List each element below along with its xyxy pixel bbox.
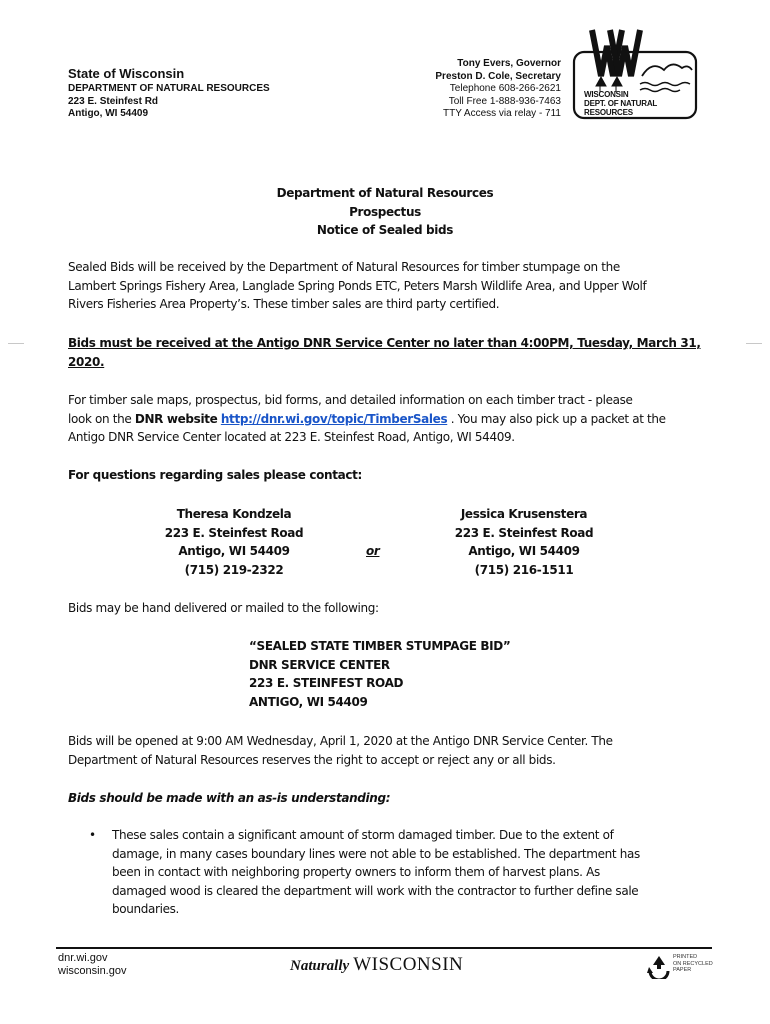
contact-1-street: 223 E. Steinfest Road bbox=[164, 525, 304, 540]
recycled-paper-badge bbox=[646, 953, 716, 979]
contacts-or: or bbox=[366, 544, 380, 558]
letterhead-left bbox=[68, 66, 270, 121]
info-line-2-prefix: look on the bbox=[68, 411, 135, 426]
logo-text-line-2: DEPT. OF NATURAL RESOURCES bbox=[584, 99, 657, 117]
naturally-wisconsin-logo bbox=[290, 954, 463, 976]
asis-bullet bbox=[112, 826, 640, 919]
recycled-text bbox=[673, 954, 713, 974]
contact-card-2 bbox=[424, 505, 624, 579]
contact-2-city: Antigo, WI 54409 bbox=[468, 544, 580, 558]
bullet-line-2: damage, in many cases boundary lines were not able to be established. The department has bbox=[112, 846, 640, 861]
contact-1-phone: (715) 219-2322 bbox=[184, 562, 284, 577]
contact-2-name: Jessica Krusenstera bbox=[460, 507, 588, 521]
governor: Tony Evers, Governor bbox=[457, 58, 561, 69]
department-name: DEPARTMENT OF NATURAL RESOURCES bbox=[68, 83, 270, 94]
timber-sales-link[interactable]: http://dnr.wi.gov/topic/TimberSales bbox=[220, 411, 448, 426]
right-margin-mark bbox=[746, 343, 762, 344]
title-line-2: Prospectus bbox=[349, 204, 421, 219]
intro-line-2: Lambert Springs Fishery Area, Langlade Spring Ponds ETC, Peters Marsh Wildlife Area, and Upper Wolf bbox=[68, 278, 647, 293]
recycled-line-1: PRINTED bbox=[673, 954, 698, 960]
tty: TTY Access via relay - 711 bbox=[442, 108, 561, 119]
intro-paragraph bbox=[68, 258, 646, 314]
left-margin-mark bbox=[8, 343, 24, 344]
document-title bbox=[0, 184, 770, 240]
asis-heading: Bids should be made with an as-is understanding: bbox=[68, 791, 391, 805]
info-paragraph bbox=[68, 391, 666, 447]
address-line-1: 223 E. Steinfest Rd bbox=[68, 95, 159, 107]
mailing-line-2: DNR SERVICE CENTER bbox=[249, 657, 390, 672]
state-name: State of Wisconsin bbox=[68, 66, 185, 81]
logo-text bbox=[584, 90, 700, 117]
contact-1-city: Antigo, WI 54409 bbox=[178, 544, 290, 558]
footer-site-dnr: dnr.wi.gov bbox=[58, 952, 108, 964]
intro-line-1: Sealed Bids will be received by the Department of Natural Resources for timber stumpage on the bbox=[68, 260, 620, 274]
letterhead-right bbox=[435, 58, 561, 121]
telephone: Telephone 608-266-2621 bbox=[449, 83, 561, 94]
mailing-line-1: “SEALED STATE TIMBER STUMPAGE BID” bbox=[249, 639, 511, 653]
opening-paragraph bbox=[68, 732, 613, 769]
contact-2-street: 223 E. Steinfest Road bbox=[454, 525, 594, 540]
secretary: Preston D. Cole, Secretary bbox=[435, 70, 561, 82]
mailing-line-4: ANTIGO, WI 54409 bbox=[249, 694, 368, 709]
deadline-line-1: Bids must be received at the Antigo DNR Service Center no later than 4:00PM, Tuesday, March 31, bbox=[68, 336, 701, 350]
footer-rule bbox=[56, 947, 712, 949]
mailing-line-3: 223 E. STEINFEST ROAD bbox=[249, 676, 404, 690]
bullet-line-5: boundaries. bbox=[112, 902, 180, 916]
mailing-address bbox=[249, 637, 510, 711]
bullet-line-1: These sales contain a significant amount of storm damaged timber. Due to the extent of bbox=[112, 828, 614, 842]
opening-line-2: Department of Natural Resources reserves the right to accept or reject any or all bids. bbox=[68, 752, 556, 767]
deadline-paragraph bbox=[68, 334, 701, 371]
toll-free: Toll Free 1-888-936-7463 bbox=[448, 95, 561, 107]
bullet-dot: • bbox=[89, 828, 96, 842]
logo-text-line-1: WISCONSIN bbox=[584, 90, 629, 99]
slogan-naturally: Naturally bbox=[290, 958, 350, 974]
deadline-line-2: 2020. bbox=[68, 354, 105, 369]
footer-site-wisconsin: wisconsin.gov bbox=[58, 965, 127, 977]
bullet-line-4: damaged wood is cleared the department will work with the contractor to further define sale bbox=[112, 883, 639, 898]
info-line-2-suffix: . You may also pick up a packet at the bbox=[447, 411, 666, 426]
contact-card-1 bbox=[134, 505, 334, 579]
footer-sites bbox=[58, 952, 126, 978]
recycle-icon bbox=[646, 953, 672, 979]
recycled-line-3: PAPER bbox=[673, 967, 692, 973]
mailing-intro: Bids may be hand delivered or mailed to the following: bbox=[68, 601, 379, 615]
title-line-1: Department of Natural Resources bbox=[276, 186, 494, 200]
info-line-3: Antigo DNR Service Center located at 223 E. Steinfest Road, Antigo, WI 54409. bbox=[68, 430, 515, 444]
contacts-heading: For questions regarding sales please contact: bbox=[68, 468, 362, 482]
info-line-2 bbox=[68, 410, 666, 429]
intro-line-3: Rivers Fisheries Area Property’s. These timber sales are third party certified. bbox=[68, 297, 500, 311]
contact-1-name: Theresa Kondzela bbox=[176, 507, 292, 521]
opening-line-1: Bids will be opened at 9:00 AM Wednesday, April 1, 2020 at the Antigo DNR Service Center. The bbox=[68, 734, 613, 748]
info-line-1: For timber sale maps, prospectus, bid forms, and detailed information on each timber tract - please bbox=[68, 393, 633, 407]
slogan-wisconsin: WISCONSIN bbox=[353, 954, 464, 975]
bullet-line-3: been in contact with neighboring property owners to inform them of harvest plans. As bbox=[112, 865, 600, 879]
dnr-website-label: DNR website bbox=[134, 411, 218, 426]
recycled-line-2: ON RECYCLED bbox=[673, 960, 713, 967]
title-line-3: Notice of Sealed bids bbox=[316, 223, 454, 237]
contact-2-phone: (715) 216-1511 bbox=[474, 562, 574, 577]
dnr-logo bbox=[570, 26, 700, 122]
address-line-2: Antigo, WI 54409 bbox=[68, 108, 149, 119]
